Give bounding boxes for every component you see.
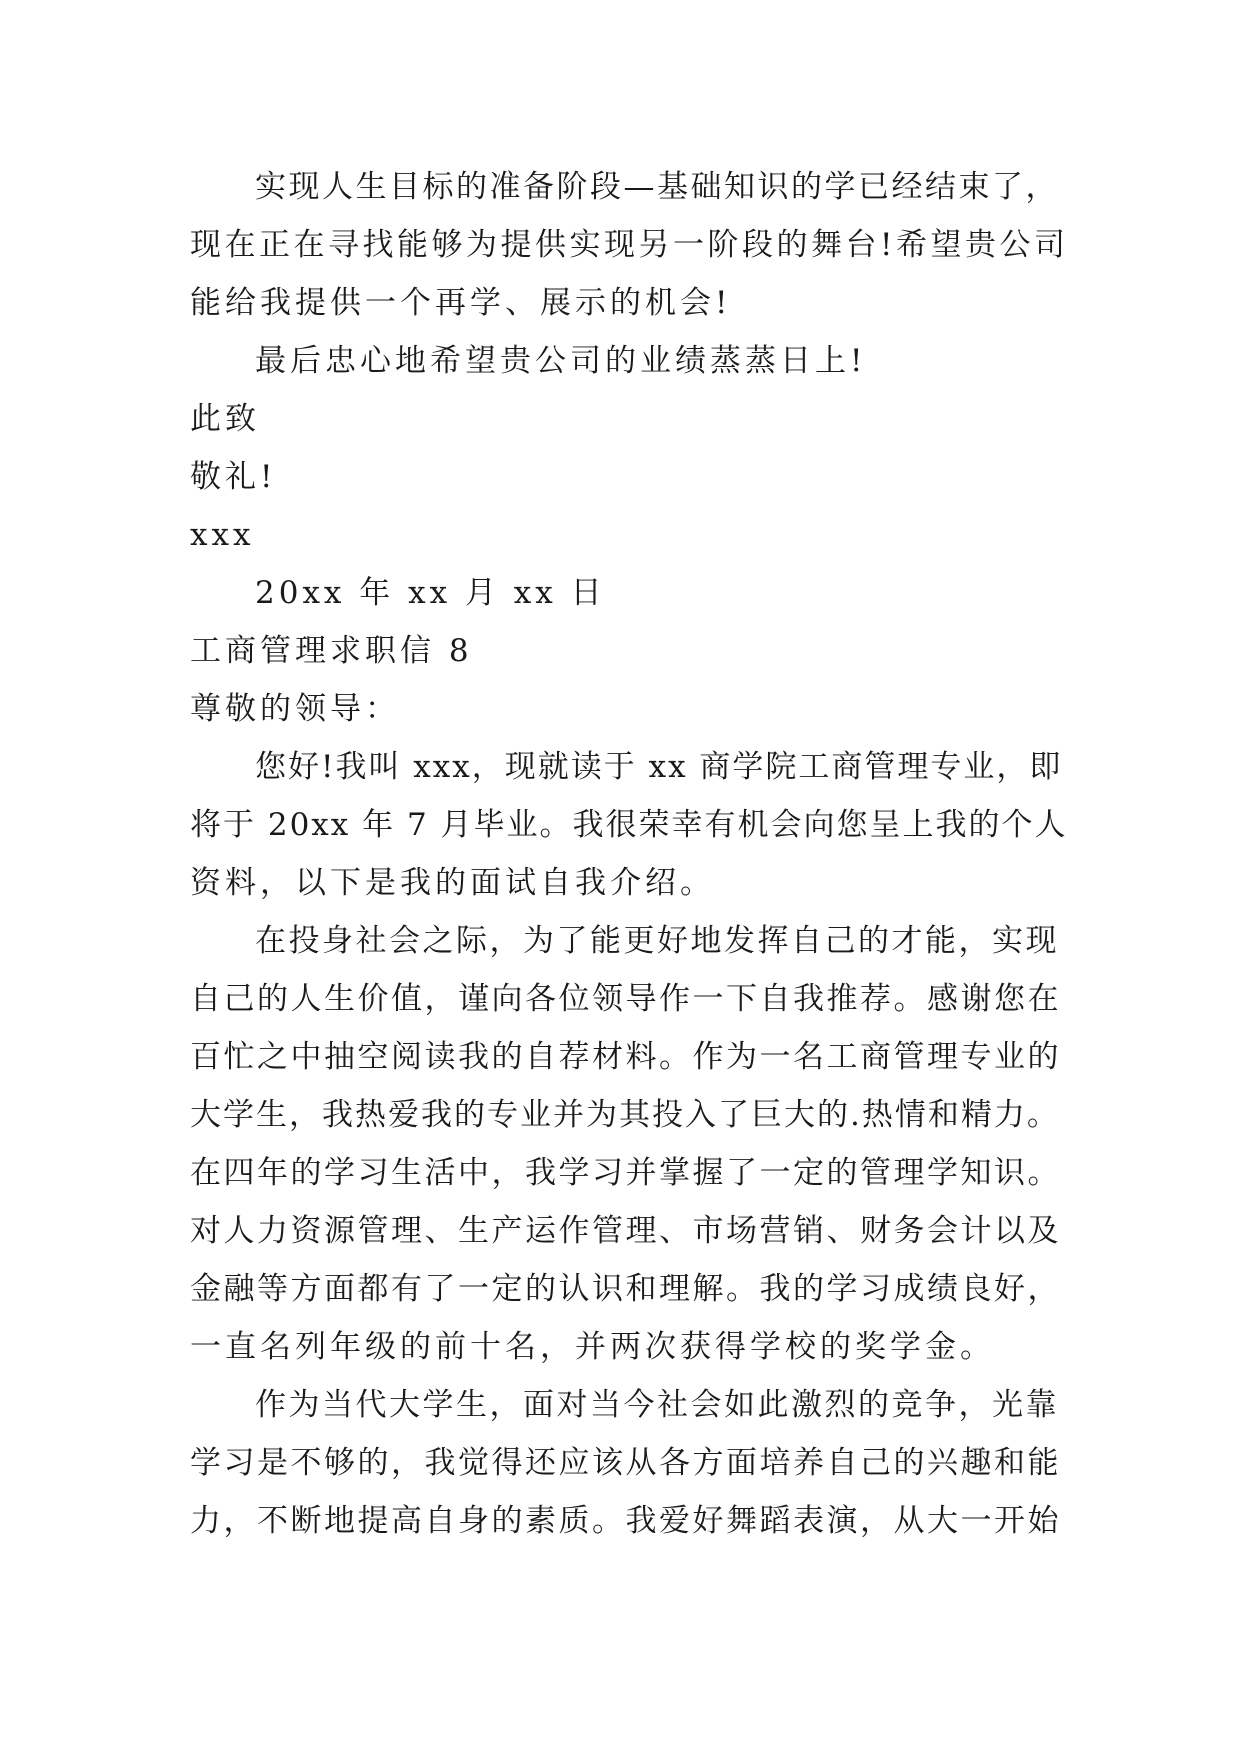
paragraph-line: 将于 20xx 年 7 月毕业。我很荣幸有机会向您呈上我的个人 <box>190 807 1068 843</box>
paragraph-line: 百忙之中抽空阅读我的自荐材料。作为一名工商管理专业的 <box>190 1039 1061 1075</box>
closing-phrase: 此致 <box>190 401 260 437</box>
paragraph-line: 实现人生目标的准备阶段—基础知识的学已经结束了， <box>255 169 1059 205</box>
paragraph-line: 资料，以下是我的面试自我介绍。 <box>190 865 715 901</box>
greeting: 尊敬的领导： <box>190 691 400 727</box>
paragraph-line: 最后忠心地希望贵公司的业绩蒸蒸日上! <box>255 343 867 379</box>
paragraph-line: 力，不断地提高自身的素质。我爱好舞蹈表演，从大一开始 <box>190 1503 1061 1539</box>
paragraph-line: 金融等方面都有了一定的认识和理解。我的学习成绩良好， <box>190 1271 1061 1307</box>
paragraph-line: 对人力资源管理、生产运作管理、市场营销、财务会计以及 <box>190 1213 1061 1249</box>
paragraph-line: 一直名列年级的前十名，并两次获得学校的奖学金。 <box>190 1329 995 1365</box>
paragraph-line: 在投身社会之际，为了能更好地发挥自己的才能，实现 <box>255 923 1059 959</box>
paragraph-line: 自己的人生价值，谨向各位领导作一下自我推荐。感谢您在 <box>190 981 1061 1017</box>
paragraph-line: 现在正在寻找能够为提供实现另一阶段的舞台!希望贵公司 <box>190 227 1069 263</box>
signature-name: xxx <box>190 517 255 553</box>
paragraph-line: 大学生，我热爱我的专业并为其投入了巨大的.热情和精力。 <box>190 1097 1060 1133</box>
paragraph-line: 学习是不够的，我觉得还应该从各方面培养自己的兴趣和能 <box>190 1445 1061 1481</box>
paragraph-line: 能给我提供一个再学、展示的机会! <box>190 285 732 321</box>
salutation-closing: 敬礼! <box>190 459 277 495</box>
signature-date: 20xx 年 xx 月 xx 日 <box>255 575 606 611</box>
paragraph-line: 您好!我叫 xxx，现就读于 xx 商学院工商管理专业，即 <box>255 749 1063 785</box>
section-title: 工商管理求职信 8 <box>190 633 473 669</box>
paragraph-line: 在四年的学习生活中，我学习并掌握了一定的管理学知识。 <box>190 1155 1061 1191</box>
paragraph-line: 作为当代大学生，面对当今社会如此激烈的竞争，光靠 <box>255 1387 1059 1423</box>
